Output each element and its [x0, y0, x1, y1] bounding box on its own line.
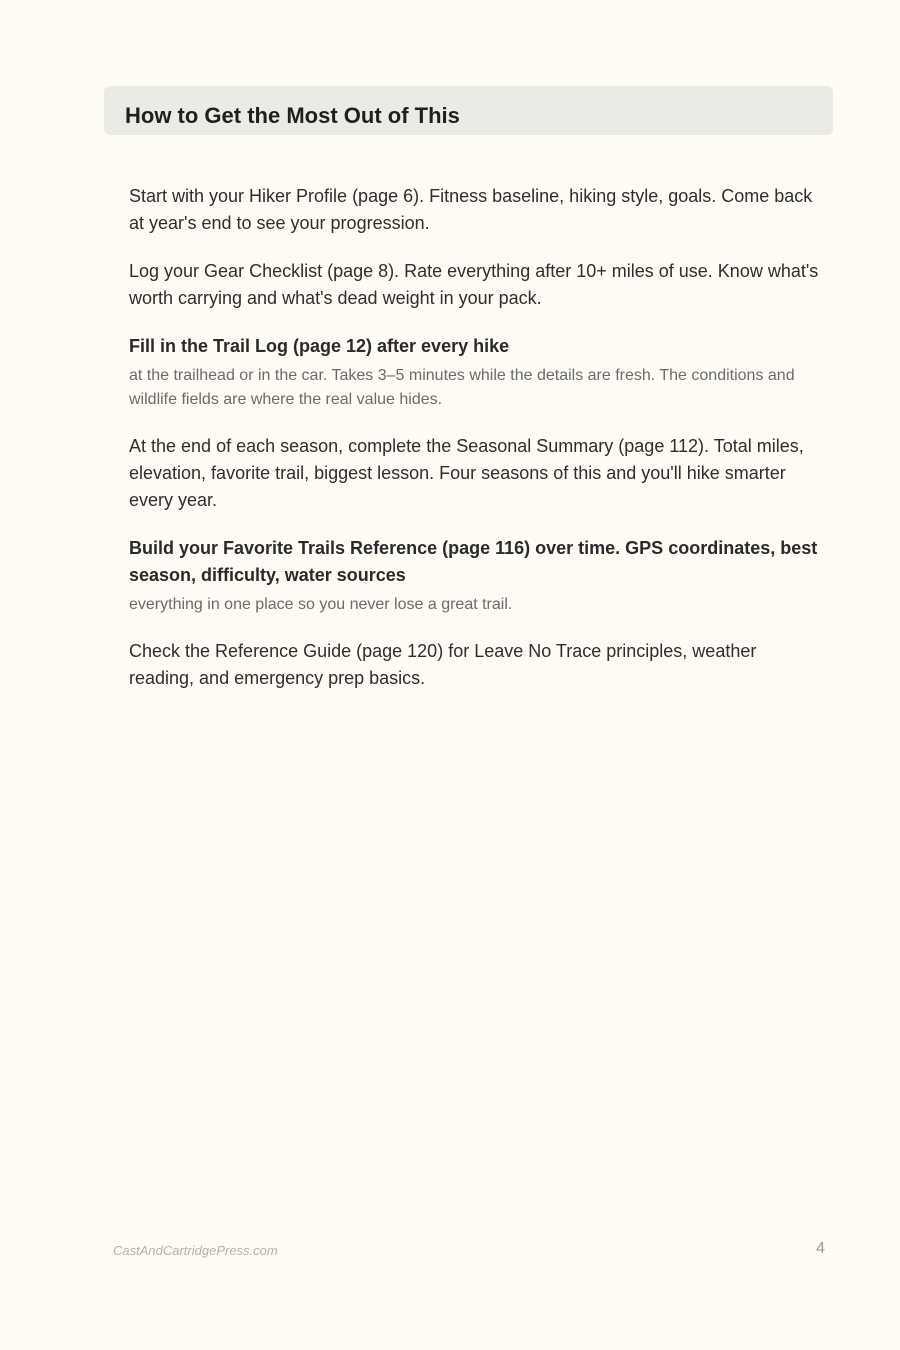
paragraph-seasonal-summary: At the end of each season, complete the Seasonal Summary (page 112). Total miles, elevation, favorite trail, biggest lesson. Four seasons of this and you'll hike smarter every year. — [129, 436, 804, 510]
instructions-body — [129, 183, 819, 713]
section-header — [104, 86, 833, 135]
favorite-trails-detail: everything in one place so you never lose a great trail. — [129, 596, 513, 613]
trail-log-detail: at the trailhead or in the car. Takes 3–5 minutes while the details are fresh. The conditions and wildlife fields are where the real value hides. — [129, 367, 795, 408]
paragraph-reference-guide: Check the Reference Guide (page 120) for Leave No Trace principles, weather reading, and emergency prep basics. — [129, 641, 757, 688]
page-title: How to Get the Most Out of This — [125, 102, 460, 128]
block-trail-log — [129, 333, 819, 412]
paragraph-hiker-profile: Start with your Hiker Profile (page 6). Fitness baseline, hiking style, goals. Come back at year's end to see your progression. — [129, 186, 813, 233]
trail-log-heading: Fill in the Trail Log (page 12) after every hike — [129, 336, 510, 356]
block-favorite-trails — [129, 535, 819, 617]
paragraph-gear-checklist: Log your Gear Checklist (page 8). Rate everything after 10+ miles of use. Know what's worth carrying and what's dead weight in your pack. — [129, 261, 819, 308]
footer-website: CastAndCartridgePress.com — [113, 1243, 278, 1258]
page-number: 4 — [816, 1240, 825, 1257]
favorite-trails-heading: Build your Favorite Trails Reference (page 116) over time. GPS coordinates, best season, difficulty, water sources — [129, 538, 818, 585]
